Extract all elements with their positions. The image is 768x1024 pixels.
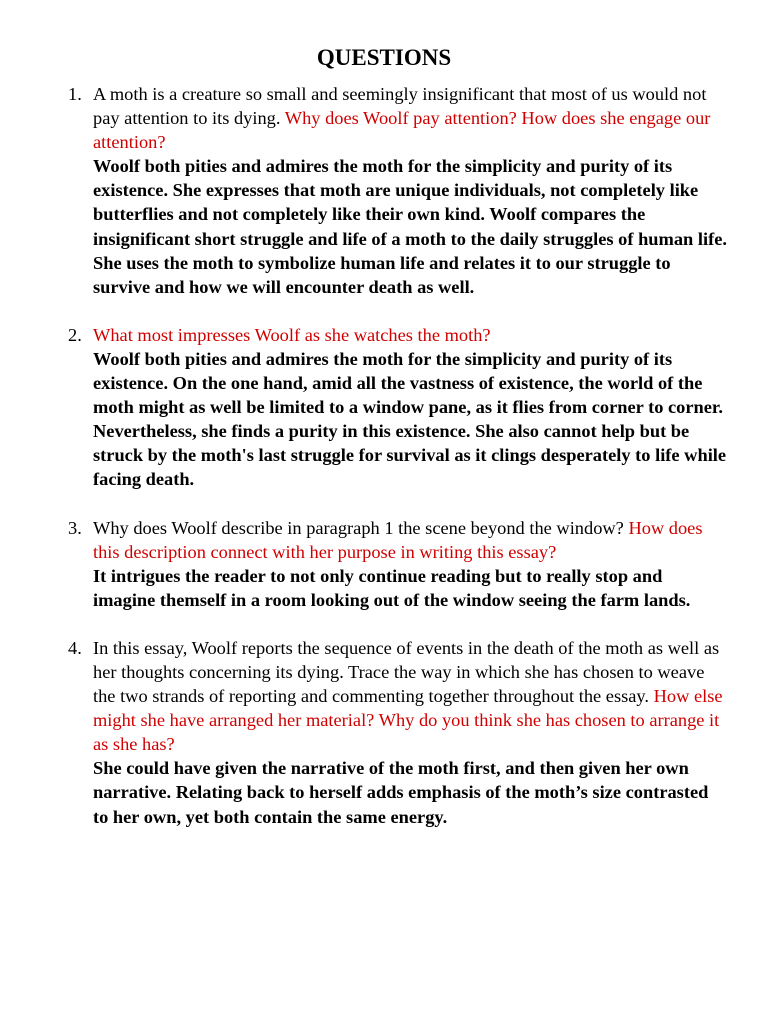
question-answer: Woolf both pities and admires the moth for the simplicity and purity of its existence. On the one hand, amid all the vastness of existence, the world of the moth might as well be limited to a window pane, as it flies from corner to corner. Nevertheless, she finds a purity in this existence. She also cannot help but be struck by the moth's last struggle for survival as it clings desperately to life while facing death. [93,348,727,490]
question-answer: She could have given the narrative of the moth first, and then given her own narrative. Relating back to herself adds emphasis of the moth’s size contrasted to her own, yet both contain the same energy. [93,758,709,827]
question-number: 4. [68,637,82,658]
question-number: 2. [68,324,82,345]
question-highlight: How does this description connect with her purpose in writing this essay? [93,517,703,562]
question-answer: Woolf both pities and admires the moth for the simplicity and purity of its existence. She expresses that moth are unique individuals, not completely like butterflies and not completely like their own kind. Woolf compares the insignificant short struggle and life of a moth to the daily struggles of human life. She uses the moth to symbolize human life and relates it to our struggle to survive and how we will encounter death as well. [93,156,727,297]
question-item-2 [68,323,728,492]
question-prompt: A moth is a creature so small and seemingly insignificant that most of us would not pay attention to its dying. [93,84,707,129]
question-number: 1. [68,84,82,104]
question-number: 3. [68,517,82,538]
page-title: QUESTIONS [316,45,452,70]
question-item-1 [68,82,728,299]
question-highlight: What most impresses Woolf as she watches the moth? [93,324,491,345]
question-item-4 [68,636,728,829]
question-prompt: In this essay, Woolf reports the sequence of events in the death of the moth as well as her thoughts concerning its dying. Trace the way in which she has chosen to weave the two strands of reporting and commenting together throughout the essay. [93,637,720,707]
question-highlight: How else might she have arranged her material? Why do you think she has chosen to arrange it as she has? [93,686,723,755]
question-list [68,82,728,829]
question-answer: It intrigues the reader to not only continue reading but to really stop and imagine themself in a room looking out of the window seeing the farm lands. [93,565,691,610]
question-item-3 [68,516,728,612]
question-prompt: Why does Woolf describe in paragraph 1 the scene beyond the window? [93,517,629,538]
question-highlight: Why does Woolf pay attention? How does she engage our attention? [93,108,711,153]
